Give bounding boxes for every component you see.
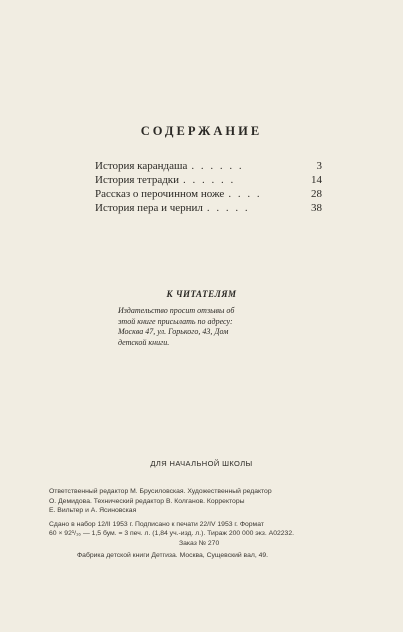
- imprint-print-line: 60 × 92¹/₁₆ — 1,5 бум. = 3 печ. л. (1,84 уч.-изд. л.). Тираж 200 000 экз. А02232.: [49, 530, 295, 538]
- imprint-print-line: Сдано в набор 12/II 1953 г. Подписано к печати 22/IV 1953 г. Формат: [49, 520, 264, 528]
- imprint-credits-line: Е. Вильтер и А. Ясиновская: [49, 507, 137, 515]
- toc-entry-title: Рассказ о перочинном ноже: [95, 188, 225, 200]
- toc-entry-page: 28: [311, 188, 322, 200]
- readers-notice-line: Издательство просит отзывы об: [118, 306, 235, 315]
- toc-title: СОДЕРЖАНИЕ: [140, 124, 263, 138]
- toc-entry-page: 3: [316, 160, 322, 172]
- toc-entry-title: История пера и чернил: [95, 202, 203, 214]
- toc-entry-page: 14: [311, 174, 322, 186]
- toc-leader-dots: . . . . . .: [191, 160, 244, 172]
- readers-notice-line: этой книге присылать по адресу:: [118, 316, 233, 326]
- readers-heading: К ЧИТАТЕЛЯМ: [166, 289, 237, 299]
- toc-leader-dots: . . . . .: [206, 202, 250, 214]
- toc-entry-page: 38: [311, 202, 322, 214]
- imprint-credits-line: Ответственный редактор М. Брусиловская. Художественный редактор: [49, 488, 272, 495]
- toc-leader-dots: . . . . . .: [183, 174, 236, 186]
- toc-entry: [95, 159, 322, 173]
- readers-notice: [118, 306, 298, 348]
- readers-notice-line: Москва 47, ул. Горького, 43, Дом: [118, 327, 229, 336]
- imprint-block: [49, 487, 359, 560]
- toc-entry: [95, 173, 322, 187]
- readers-notice-line: детской книги.: [118, 337, 170, 347]
- toc-entry: [95, 187, 322, 201]
- imprint-factory: Фабрика детской книги Детгиза. Москва, Сущевский вал, 49.: [77, 551, 269, 559]
- toc-entry-title: История тетрадки: [95, 174, 180, 186]
- imprint-order-number: Заказ № 270: [179, 539, 220, 547]
- imprint-credits-line: О. Демидова. Технический редактор В. Колганов. Корректоры: [49, 497, 245, 505]
- toc-leader-dots: . . . .: [228, 188, 262, 200]
- series-label: ДЛЯ НАЧАЛЬНОЙ ШКОЛЫ: [150, 459, 253, 468]
- toc-entry: [95, 201, 322, 215]
- toc-entry-title: История карандаша: [95, 160, 188, 172]
- table-of-contents: [95, 159, 322, 215]
